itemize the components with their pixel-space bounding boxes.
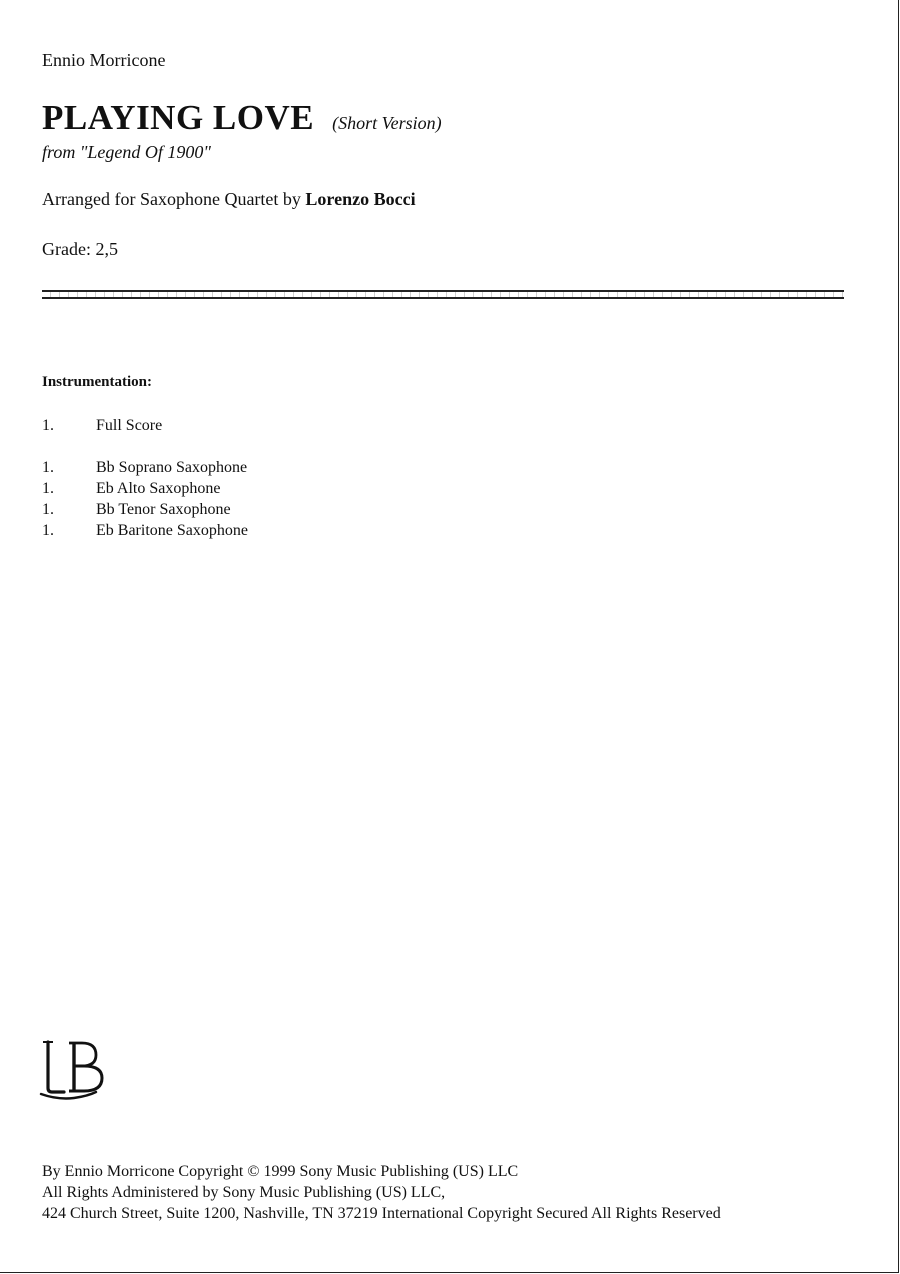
arrangement-credit	[42, 189, 416, 210]
list-item	[42, 415, 162, 436]
composer-name: Ennio Morricone	[42, 50, 166, 70]
copyright-line: By Ennio Morricone Copyright © 1999 Sony Music Publishing (US) LLC	[42, 1163, 519, 1180]
publisher-logo	[38, 1036, 110, 1102]
copyright-footer	[42, 1161, 721, 1224]
separator-rule	[42, 290, 844, 299]
item-name: Bb Soprano Saxophone	[96, 459, 248, 476]
item-quantity: 1.	[42, 501, 54, 518]
list-item	[42, 478, 248, 499]
instrumentation-heading: Instrumentation:	[42, 374, 153, 390]
score-list	[42, 415, 162, 436]
item-quantity: 1.	[42, 459, 54, 476]
item-name: Bb Tenor Saxophone	[96, 501, 231, 518]
piece-title: PLAYING LOVE	[42, 98, 315, 137]
arranger-name: Lorenzo Bocci	[305, 189, 416, 209]
source-film: from "Legend Of 1900"	[42, 142, 211, 162]
item-quantity: 1.	[42, 522, 54, 539]
list-item	[42, 499, 248, 520]
grade-label: Grade: 2,5	[42, 239, 118, 259]
item-quantity: 1.	[42, 480, 54, 497]
item-name: Eb Alto Saxophone	[96, 480, 221, 497]
arranged-prefix: Arranged for Saxophone Quartet by	[42, 189, 306, 209]
rights-line: All Rights Administered by Sony Music Publishing (US) LLC,	[42, 1184, 446, 1201]
item-quantity: 1.	[42, 417, 54, 434]
item-name: Eb Baritone Saxophone	[96, 522, 248, 539]
title-row	[42, 98, 442, 138]
item-name: Full Score	[96, 417, 163, 434]
address-line: 424 Church Street, Suite 1200, Nashville, TN 37219 International Copyright Secured All Rights Reserved	[42, 1205, 721, 1222]
list-item	[42, 457, 248, 478]
version-label: (Short Version)	[332, 113, 442, 133]
parts-list	[42, 457, 248, 541]
list-item	[42, 520, 248, 541]
